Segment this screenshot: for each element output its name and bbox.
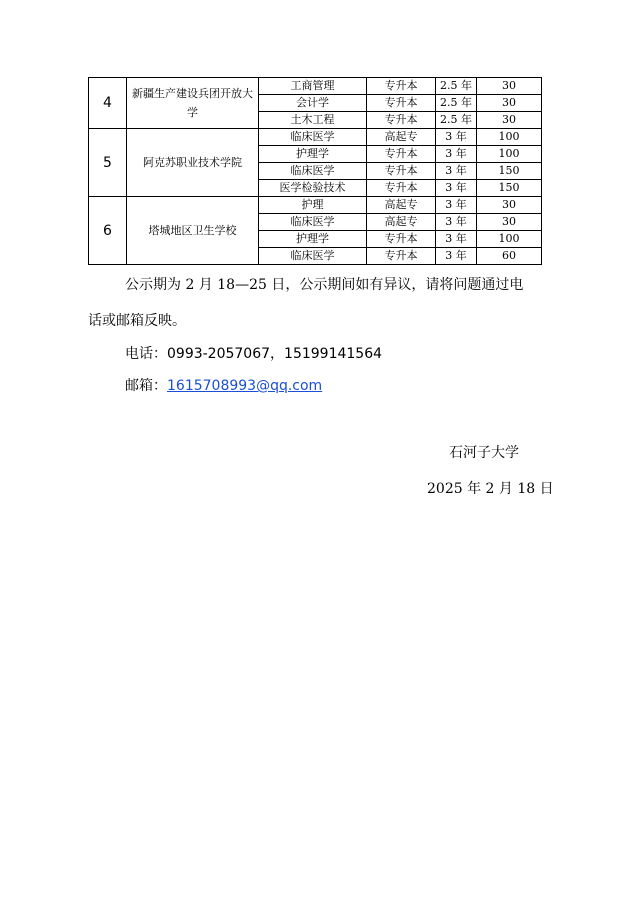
- major-cell: 医学检验技术: [259, 180, 367, 197]
- years-cell: 3 年: [436, 163, 477, 180]
- row-number: 6: [89, 197, 127, 265]
- count-cell: 100: [477, 231, 542, 248]
- years-cell: 3 年: [436, 248, 477, 265]
- notice-line-1: 公示期为 2 月 18—25 日，公示期间如有异议，请将问题通过电: [125, 277, 524, 293]
- level-cell: 专升本: [367, 112, 436, 129]
- email-link[interactable]: 1615708993@qq.com: [167, 378, 323, 394]
- school-name: 阿克苏职业技术学院: [127, 129, 259, 197]
- table-row: [89, 129, 542, 146]
- level-cell: 高起专: [367, 214, 436, 231]
- level-cell: 高起专: [367, 197, 436, 214]
- count-cell: 150: [477, 180, 542, 197]
- table-body: [89, 78, 542, 265]
- major-cell: 会计学: [259, 95, 367, 112]
- phone-label: 电话：: [125, 346, 167, 362]
- years-cell: 3 年: [436, 129, 477, 146]
- level-cell: 专升本: [367, 163, 436, 180]
- count-cell: 30: [477, 95, 542, 112]
- major-cell: 护理学: [259, 231, 367, 248]
- years-cell: 2.5 年: [436, 78, 477, 95]
- notice-line-2: 话或邮箱反映。: [88, 313, 186, 329]
- phone-line: [125, 344, 382, 364]
- level-cell: 专升本: [367, 78, 436, 95]
- signature-org: 石河子大学: [449, 445, 519, 461]
- major-cell: 护理学: [259, 146, 367, 163]
- years-cell: 2.5 年: [436, 95, 477, 112]
- years-cell: 3 年: [436, 146, 477, 163]
- years-cell: 3 年: [436, 214, 477, 231]
- signature-date: 2025 年 2 月 18 日: [427, 481, 554, 497]
- major-cell: 土木工程: [259, 112, 367, 129]
- level-cell: 专升本: [367, 231, 436, 248]
- phone-value: 0993-2057067，15199141564: [167, 346, 383, 362]
- row-number: 4: [89, 78, 127, 129]
- count-cell: 30: [477, 197, 542, 214]
- count-cell: 60: [477, 248, 542, 265]
- count-cell: 30: [477, 78, 542, 95]
- years-cell: 3 年: [436, 197, 477, 214]
- major-cell: 临床医学: [259, 163, 367, 180]
- email-line: [125, 376, 322, 396]
- school-name: 新疆生产建设兵团开放大学: [127, 78, 259, 129]
- count-cell: 100: [477, 129, 542, 146]
- level-cell: 高起专: [367, 129, 436, 146]
- level-cell: 专升本: [367, 180, 436, 197]
- count-cell: 30: [477, 112, 542, 129]
- level-cell: 专升本: [367, 95, 436, 112]
- level-cell: 专升本: [367, 248, 436, 265]
- major-cell: 护理: [259, 197, 367, 214]
- years-cell: 2.5 年: [436, 112, 477, 129]
- major-cell: 临床医学: [259, 248, 367, 265]
- level-cell: 专升本: [367, 146, 436, 163]
- count-cell: 150: [477, 163, 542, 180]
- table-row: [89, 78, 542, 95]
- enrollment-table: [88, 77, 542, 265]
- row-number: 5: [89, 129, 127, 197]
- count-cell: 100: [477, 146, 542, 163]
- major-cell: 临床医学: [259, 129, 367, 146]
- major-cell: 工商管理: [259, 78, 367, 95]
- email-label: 邮箱：: [125, 378, 167, 394]
- school-name: 塔城地区卫生学校: [127, 197, 259, 265]
- count-cell: 30: [477, 214, 542, 231]
- years-cell: 3 年: [436, 180, 477, 197]
- table-row: [89, 197, 542, 214]
- major-cell: 临床医学: [259, 214, 367, 231]
- years-cell: 3 年: [436, 231, 477, 248]
